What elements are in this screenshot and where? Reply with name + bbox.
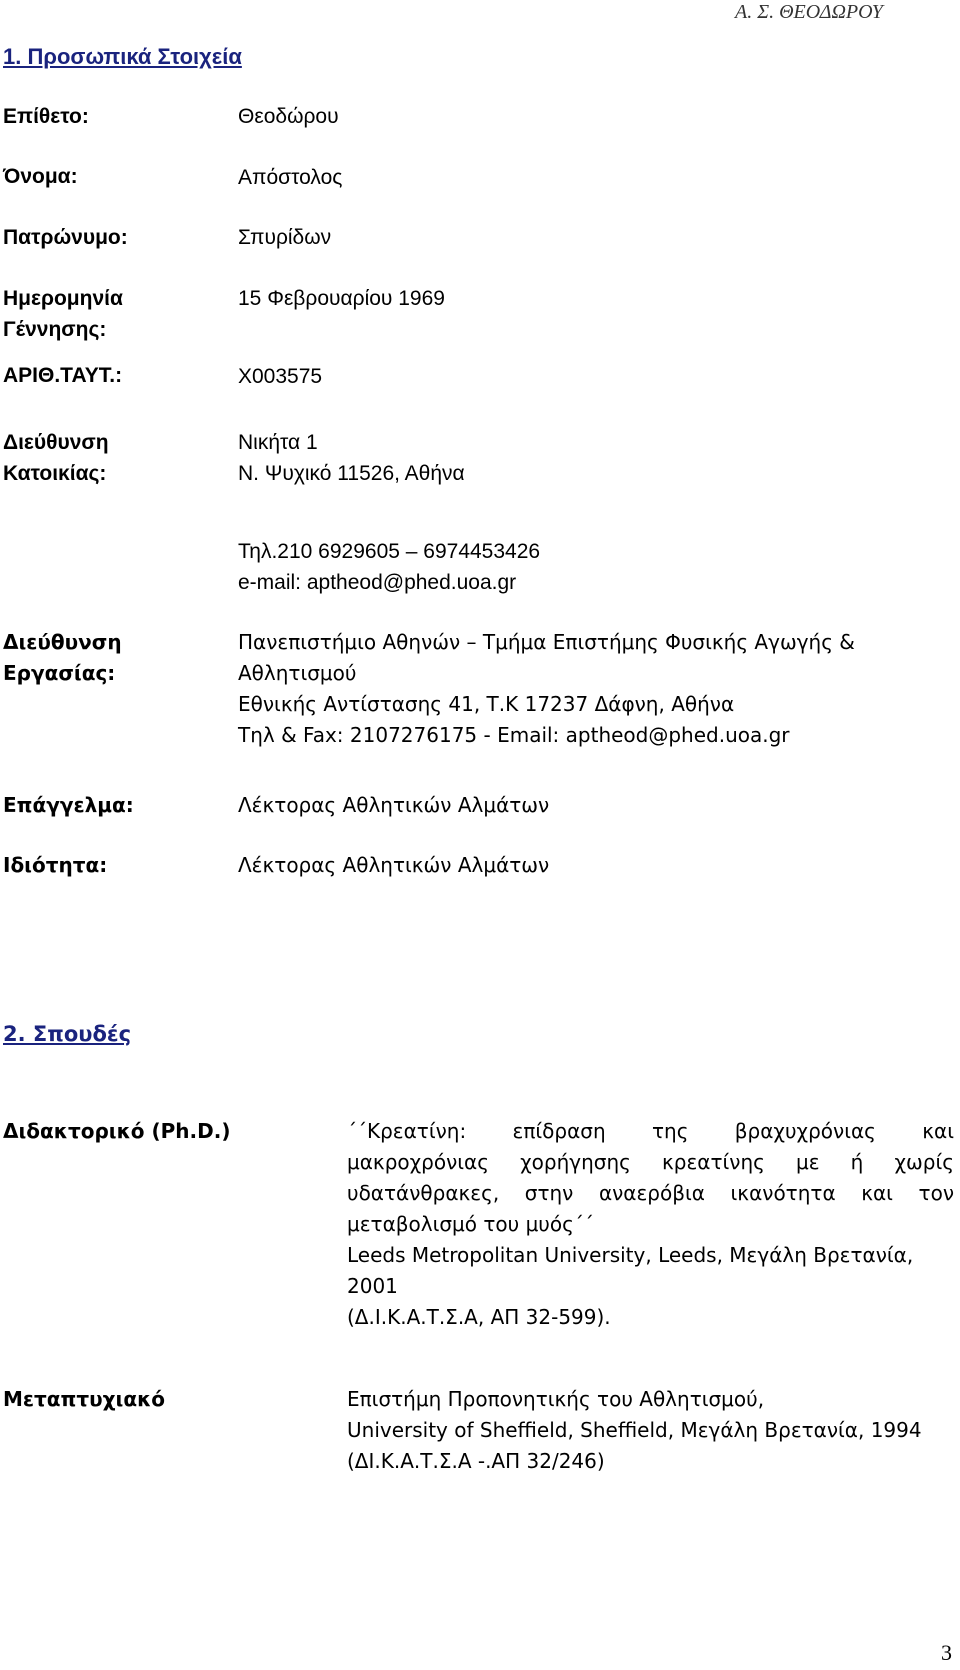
email-line: e-mail: aptheod@phed.uoa.gr xyxy=(238,571,517,594)
capacity-value: Λέκτορας Αθλητικών Αλμάτων xyxy=(238,853,550,877)
home-address-line1: Νικήτα 1 xyxy=(238,431,318,454)
home-label-line1: Διεύθυνση xyxy=(3,431,109,454)
name-label: Όνομα: xyxy=(3,165,78,188)
surname-label: Επίθετο: xyxy=(3,105,89,128)
home-address-line2: Ν. Ψυχικό 11526, Αθήνα xyxy=(238,462,465,485)
running-header-author: Α. Σ. ΘΕΟΔΩΡΟΥ xyxy=(735,1,883,23)
profession-label: Επάγγελμα: xyxy=(3,793,134,817)
phd-line: μακροχρόνιας χορήγησης κρεατίνης με ή χωρίς xyxy=(347,1150,954,1174)
phd-year: 2001 xyxy=(347,1274,398,1298)
work-address-line4: Τηλ & Fax: 2107276175 - Email: aptheod@phed.uoa.gr xyxy=(238,723,790,747)
phd-line: υδατάνθρακες, στην αναερόβια ικανότητα και τον xyxy=(347,1181,954,1205)
phd-line: ΄΄Κρεατίνη: επίδραση της βραχυχρόνιας και xyxy=(347,1119,954,1143)
phd-label: Διδακτορικό (Ph.D.) xyxy=(3,1119,231,1143)
work-label-line1: Διεύθυνση xyxy=(3,630,122,654)
dob-label xyxy=(3,283,123,345)
phd-description xyxy=(347,1116,954,1333)
section-title-studies: 2. Σπουδές xyxy=(3,1022,132,1046)
phd-university: Leeds Metropolitan University, Leeds, Μεγάλη Βρετανία, xyxy=(347,1243,914,1267)
dob-value: 15 Φεβρουαρίου 1969 xyxy=(238,287,445,310)
msc-line1: Επιστήμη Προπονητικής του Αθλητισμού, xyxy=(347,1387,765,1411)
work-address-label xyxy=(3,627,122,689)
id-value: Χ003575 xyxy=(238,365,323,388)
msc-label: Μεταπτυχιακό xyxy=(3,1387,166,1411)
msc-line3: (ΔΙ.Κ.Α.Τ.Σ.Α -.ΑΠ 32/246) xyxy=(347,1449,605,1473)
home-address-label xyxy=(3,427,109,489)
phd-recognition: (Δ.Ι.Κ.Α.Τ.Σ.Α, ΑΠ 32-599). xyxy=(347,1305,611,1329)
msc-description xyxy=(347,1384,922,1477)
work-address-line1: Πανεπιστήμιο Αθηνών – Τμήμα Επιστήμης Φυσικής Αγωγής & xyxy=(238,630,855,654)
home-address-value xyxy=(238,427,465,489)
work-address-line3: Εθνικής Αντίστασης 41, Τ.Κ 17237 Δάφνη, Αθήνα xyxy=(238,692,735,716)
msc-line2: University of Sheffield, Sheffield, Μεγάλη Βρετανία, 1994 xyxy=(347,1418,922,1442)
phone-line: Τηλ.210 6929605 – 6974453426 xyxy=(238,540,541,563)
home-label-line2: Κατοικίας: xyxy=(3,462,107,485)
dob-label-line2: Γέννησης: xyxy=(3,318,107,341)
surname-value: Θεοδώρου xyxy=(238,105,339,128)
page-number: 3 xyxy=(941,1640,952,1665)
dob-label-line1: Ημερομηνία xyxy=(3,287,123,310)
work-label-line2: Εργασίας: xyxy=(3,661,116,685)
work-address-value xyxy=(238,627,855,751)
id-label: ΑΡΙΘ.ΤΑΥΤ.: xyxy=(3,364,123,387)
work-address-line2: Αθλητισμού xyxy=(238,661,357,685)
father-value: Σπυρίδων xyxy=(238,226,332,249)
father-label: Πατρώνυμο: xyxy=(3,226,128,249)
section-title-personal: 1. Προσωπικά Στοιχεία xyxy=(3,44,242,69)
name-value: Απόστολος xyxy=(238,166,343,189)
phd-line: μεταβολισμό του μυός΄΄ xyxy=(347,1212,594,1236)
contact-block xyxy=(238,536,540,598)
capacity-label: Ιδιότητα: xyxy=(3,853,108,877)
profession-value: Λέκτορας Αθλητικών Αλμάτων xyxy=(238,793,550,817)
